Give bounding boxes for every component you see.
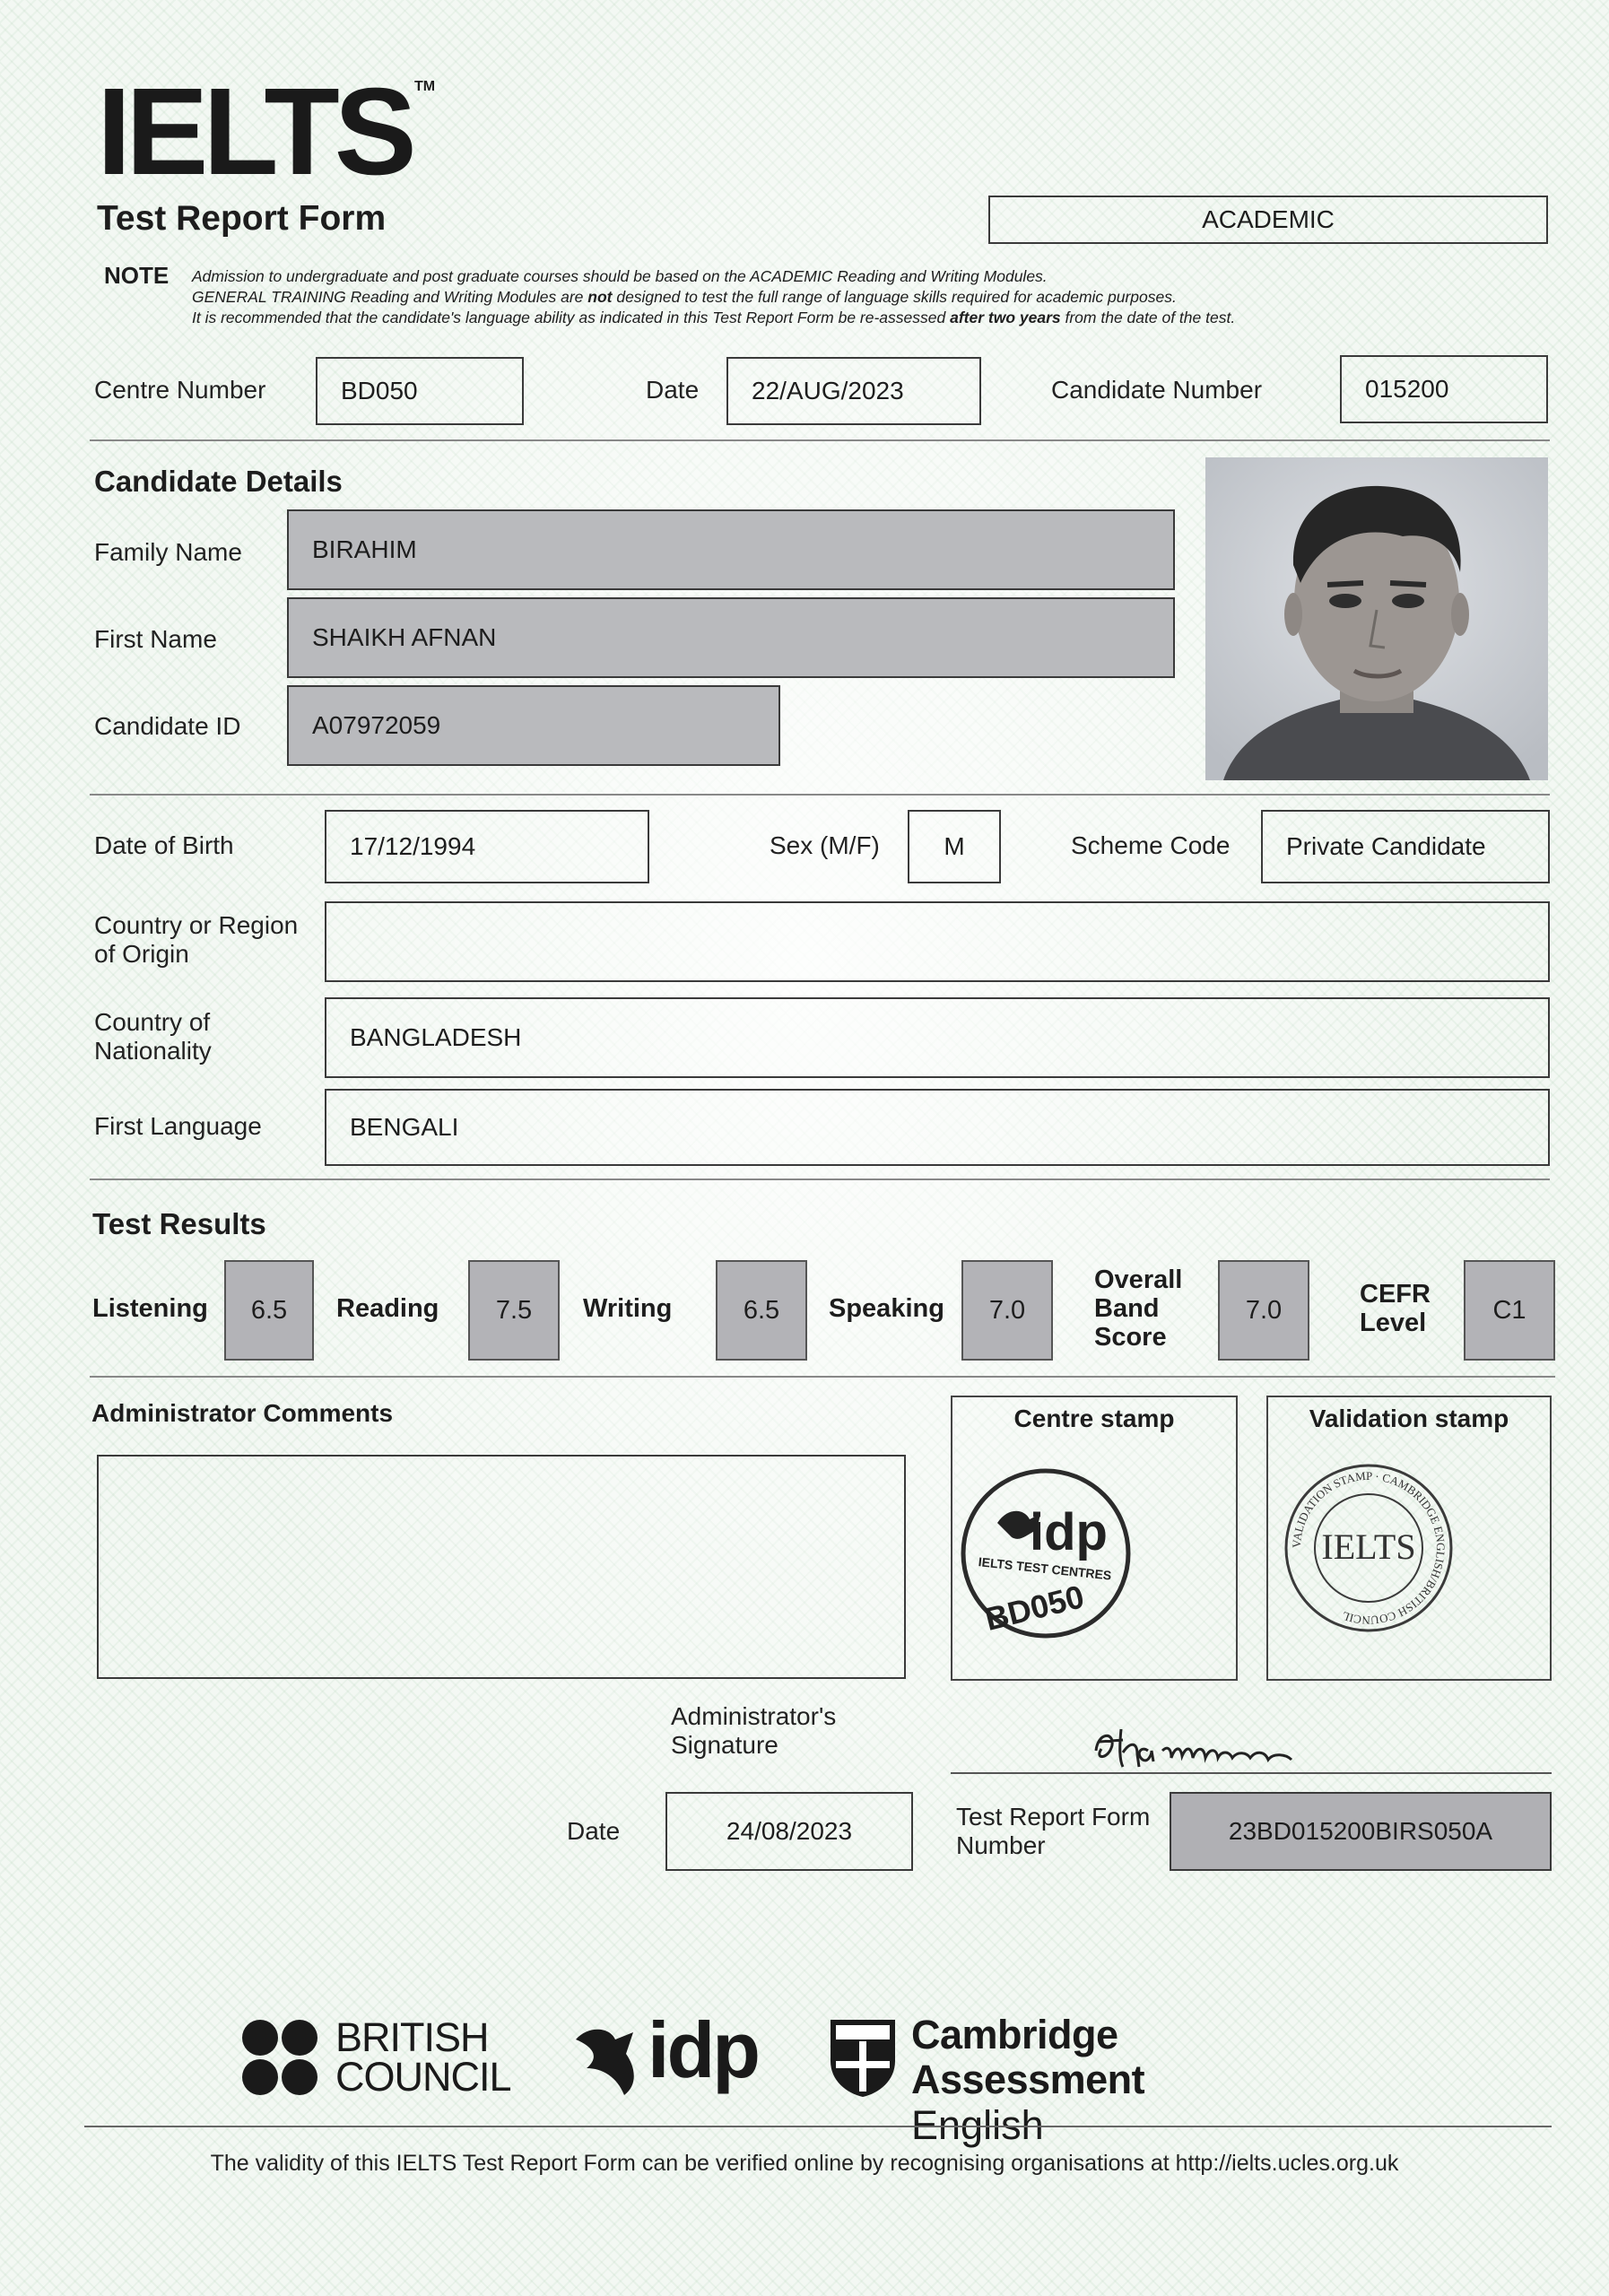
signature-line bbox=[951, 1772, 1552, 1774]
test-results-title: Test Results bbox=[92, 1207, 266, 1240]
candidate-id-box bbox=[287, 685, 780, 766]
british-council-logo bbox=[242, 2014, 520, 2100]
admin-comments-box bbox=[97, 1455, 906, 1679]
first-language-box bbox=[325, 1089, 1550, 1166]
dob-value: 17/12/1994 bbox=[350, 832, 476, 860]
centre-stamp-label: Centre stamp bbox=[1013, 1405, 1175, 1432]
idp-logo bbox=[570, 2005, 768, 2104]
cefr-score bbox=[1464, 1260, 1555, 1361]
nationality-label-line-2: Nationality bbox=[94, 1037, 212, 1065]
overall-band-score bbox=[1218, 1260, 1309, 1361]
overall-band-label bbox=[1094, 1266, 1182, 1352]
validation-stamp-box bbox=[1266, 1396, 1552, 1681]
reading-label: Reading bbox=[336, 1294, 439, 1323]
test-date-value: 22/AUG/2023 bbox=[752, 377, 904, 404]
overall-label-line-1: Overall bbox=[1094, 1265, 1183, 1294]
overall-band-score-value: 7.0 bbox=[1245, 1295, 1283, 1325]
cambridge-line-1: Cambridge Assessment bbox=[911, 2012, 1145, 2103]
administrator-signature bbox=[1089, 1715, 1358, 1778]
ielts-logo: IELTS bbox=[97, 63, 412, 201]
divider bbox=[90, 1376, 1555, 1378]
writing-score-value: 6.5 bbox=[743, 1295, 780, 1325]
overall-label-line-3: Score bbox=[1094, 1322, 1167, 1352]
candidate-id-value: A07972059 bbox=[312, 711, 441, 739]
first-language-value: BENGALI bbox=[350, 1113, 459, 1141]
centre-stamp-box bbox=[951, 1396, 1238, 1681]
trf-label-line-2: Number bbox=[956, 1831, 1046, 1860]
signature-label-line-2: Signature bbox=[671, 1731, 778, 1760]
candidate-number-label: Candidate Number bbox=[1051, 376, 1263, 404]
sex-box bbox=[908, 810, 1001, 883]
candidate-details-title: Candidate Details bbox=[94, 465, 343, 498]
writing-score bbox=[716, 1260, 807, 1361]
writing-label: Writing bbox=[583, 1294, 673, 1323]
divider bbox=[90, 794, 1550, 796]
scheme-code-value: Private Candidate bbox=[1286, 832, 1486, 860]
candidate-photo bbox=[1205, 457, 1548, 780]
cefr-score-value: C1 bbox=[1492, 1295, 1526, 1325]
trf-number-box bbox=[1170, 1792, 1552, 1871]
note-line-1-text: Admission to undergraduate and post graduate courses should be based on the ACADEMIC Reading and Writing Modules. bbox=[192, 267, 1048, 285]
first-name-label: First Name bbox=[94, 625, 217, 653]
idp-wordmark: idp bbox=[648, 2005, 758, 2094]
origin-label bbox=[94, 911, 298, 969]
note-line-3 bbox=[192, 310, 1235, 326]
note-label: NOTE bbox=[104, 262, 170, 289]
validation-stamp-ring: VALIDATION STAMP · CAMBRIDGE ENGLISH/BRITISH COUNCIL bbox=[1289, 1468, 1448, 1628]
test-date-label: Date bbox=[646, 376, 700, 404]
listening-label: Listening bbox=[92, 1294, 208, 1323]
note-line-1 bbox=[192, 269, 1048, 285]
centre-number-box bbox=[316, 357, 524, 425]
overall-label-line-2: Band bbox=[1094, 1293, 1160, 1323]
bc-dot bbox=[282, 2020, 317, 2056]
centre-stamp-brand: idp bbox=[1030, 1503, 1108, 1561]
speaking-score-value: 7.0 bbox=[988, 1295, 1026, 1325]
module-value: ACADEMIC bbox=[1202, 205, 1335, 233]
candidate-id-label: Candidate ID bbox=[94, 712, 241, 740]
origin-label-line-1: Country or Region bbox=[94, 911, 299, 939]
note-line-2 bbox=[192, 290, 1177, 306]
scheme-code-label: Scheme Code bbox=[1071, 831, 1231, 859]
nationality-box bbox=[325, 997, 1550, 1078]
candidate-number-value: 015200 bbox=[1365, 375, 1449, 403]
first-name-box bbox=[287, 597, 1175, 678]
speaking-score bbox=[961, 1260, 1053, 1361]
idp-mark-icon bbox=[570, 2022, 651, 2099]
speaking-label: Speaking bbox=[829, 1294, 944, 1323]
trf-number-value: 23BD015200BIRS050A bbox=[1228, 1817, 1493, 1845]
note-line-3-c: from the date of the test. bbox=[1060, 309, 1236, 326]
divider bbox=[90, 1178, 1550, 1180]
centre-number-label: Centre Number bbox=[94, 376, 266, 404]
validation-stamp-centre: IELTS bbox=[1321, 1526, 1416, 1567]
module-box bbox=[988, 196, 1548, 244]
family-name-box bbox=[287, 509, 1175, 590]
note-line-2-c: designed to test the full range of language skills required for academic purposes. bbox=[612, 288, 1177, 306]
note-line-2-bold: not bbox=[587, 288, 613, 306]
note-line-3-bold: after two years bbox=[950, 309, 1061, 326]
footer-divider bbox=[84, 2126, 1552, 2127]
note-line-3-a: It is recommended that the candidate's language ability as indicated in this Test Report Form be re-assessed bbox=[192, 309, 951, 326]
trademark-mark: TM bbox=[414, 79, 436, 94]
cambridge-wordmark bbox=[911, 2013, 1338, 2148]
sex-label: Sex (M/F) bbox=[770, 831, 880, 859]
cambridge-line-2: English bbox=[911, 2101, 1044, 2148]
scheme-code-box bbox=[1261, 810, 1550, 883]
cefr-label bbox=[1360, 1281, 1431, 1338]
issue-date-box bbox=[665, 1792, 913, 1871]
cambridge-shield-icon bbox=[827, 2016, 899, 2099]
divider bbox=[90, 439, 1550, 441]
bc-dot bbox=[242, 2020, 278, 2056]
issue-date-value: 24/08/2023 bbox=[726, 1817, 853, 1845]
issue-date-label: Date bbox=[567, 1817, 621, 1845]
bc-dot bbox=[282, 2059, 317, 2095]
validation-stamp-label: Validation stamp bbox=[1309, 1405, 1509, 1432]
origin-label-line-2: of Origin bbox=[94, 940, 189, 969]
validity-text: The validity of this IELTS Test Report Form can be verified online by recognising organisations at http://ielts.ucles.org.uk bbox=[210, 2151, 1399, 2176]
nationality-label bbox=[94, 1008, 212, 1065]
validation-stamp-seal bbox=[1281, 1460, 1457, 1636]
british-council-wordmark bbox=[335, 2014, 511, 2100]
centre-number-value: BD050 bbox=[341, 377, 418, 404]
signature-label-line-1: Administrator's bbox=[671, 1702, 837, 1730]
listening-score-value: 6.5 bbox=[250, 1295, 288, 1325]
origin-box bbox=[325, 901, 1550, 982]
centre-stamp-sub: IELTS TEST CENTRES bbox=[978, 1554, 1113, 1583]
centre-stamp-code: BD050 bbox=[980, 1578, 1088, 1638]
dob-box bbox=[325, 810, 649, 883]
first-language-label: First Language bbox=[94, 1112, 262, 1140]
note-line-2-a: GENERAL TRAINING Reading and Writing Modules are bbox=[192, 288, 588, 306]
dob-label: Date of Birth bbox=[94, 831, 234, 859]
form-title: Test Report Form bbox=[97, 199, 387, 238]
nationality-label-line-1: Country of bbox=[94, 1008, 211, 1036]
family-name-label: Family Name bbox=[94, 538, 242, 566]
cefr-label-line-2: Level bbox=[1360, 1308, 1427, 1337]
listening-score bbox=[224, 1260, 314, 1361]
reading-score-value: 7.5 bbox=[495, 1295, 533, 1325]
sex-value: M bbox=[944, 832, 965, 860]
test-date-box bbox=[726, 357, 981, 425]
bc-line-2: COUNCIL bbox=[335, 2054, 511, 2100]
candidate-number-box bbox=[1340, 355, 1548, 423]
trf-label-line-1: Test Report Form bbox=[956, 1803, 1151, 1831]
cambridge-logo bbox=[827, 2012, 1338, 2148]
first-name-value: SHAIKH AFNAN bbox=[312, 623, 497, 651]
admin-comments-label: Administrator Comments bbox=[91, 1399, 394, 1427]
cefr-label-line-1: CEFR bbox=[1360, 1280, 1431, 1309]
bc-line-1: BRITISH bbox=[335, 2014, 489, 2060]
trf-number-label bbox=[956, 1803, 1150, 1860]
bc-dot bbox=[242, 2059, 278, 2095]
signature-label bbox=[671, 1702, 836, 1760]
family-name-value: BIRAHIM bbox=[312, 535, 417, 563]
nationality-value: BANGLADESH bbox=[350, 1023, 522, 1051]
reading-score bbox=[468, 1260, 560, 1361]
centre-stamp-seal bbox=[958, 1465, 1134, 1641]
